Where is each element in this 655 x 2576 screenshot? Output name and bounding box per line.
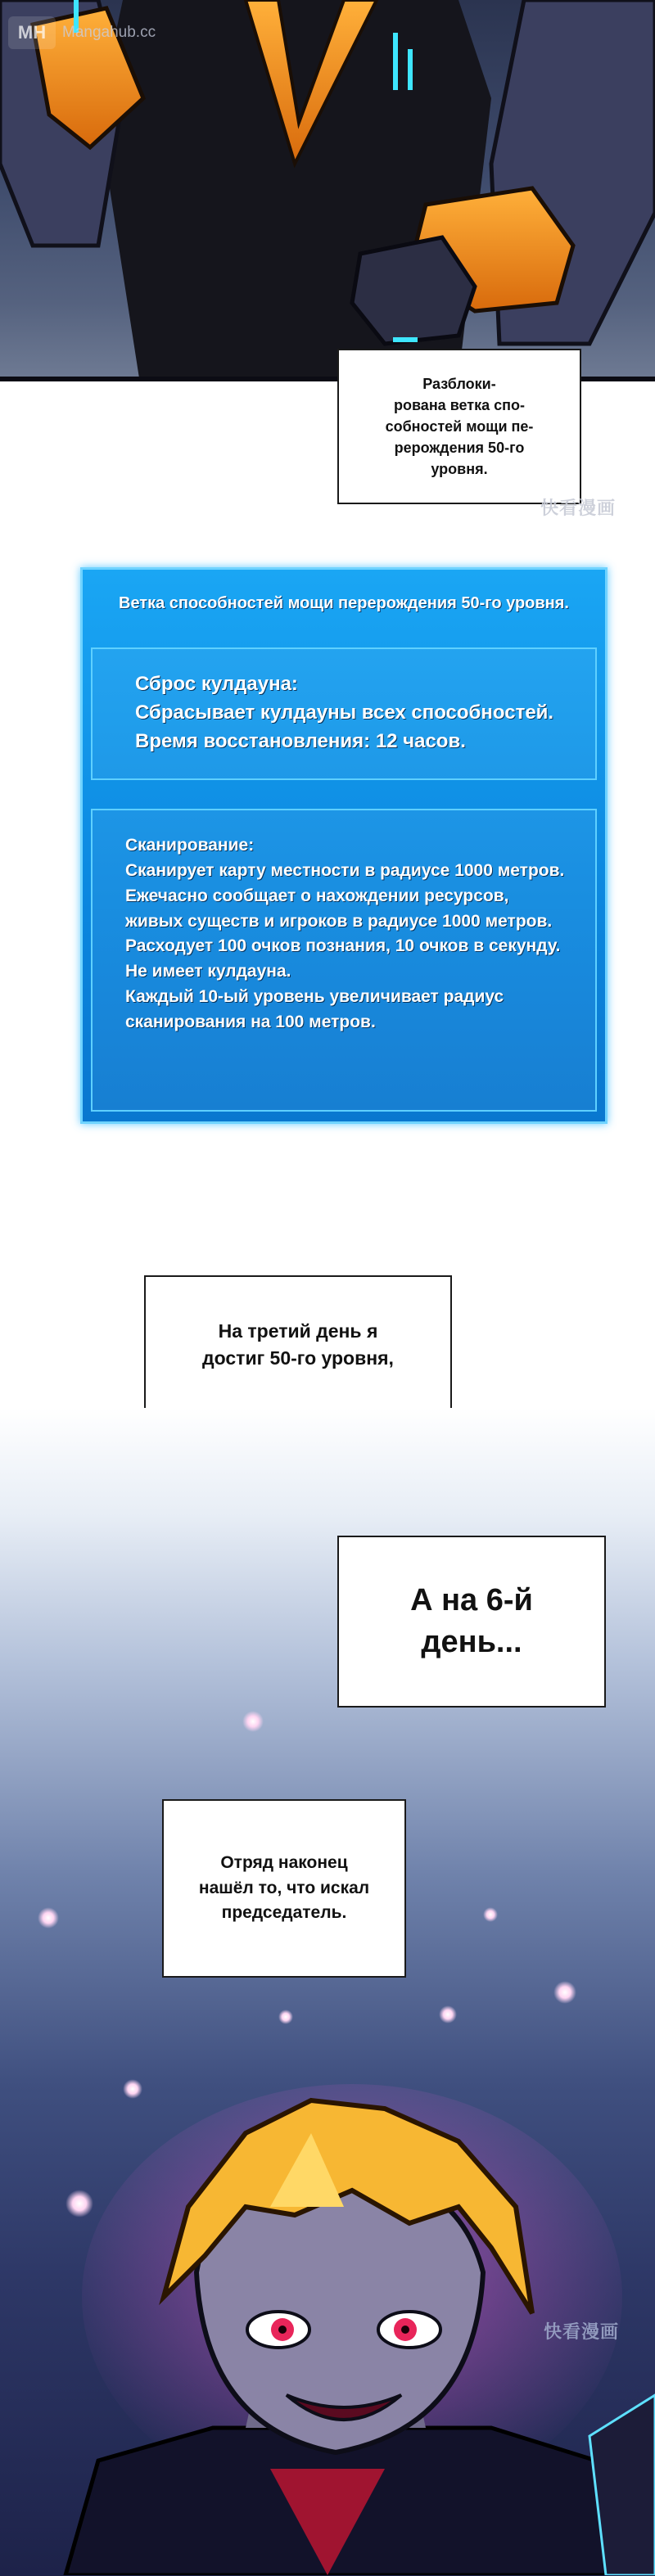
sparkle [242, 1711, 264, 1732]
caption-day-six: А на 6-й день... [337, 1536, 606, 1708]
system-window-title: Ветка способностей мощи перерождения 50-го уровня. [119, 594, 569, 612]
site-name: Mangahub.cc [62, 24, 156, 41]
sparkle [483, 1907, 498, 1922]
caption-day-three: На третий день я достиг 50-го уровня, [144, 1275, 452, 1414]
sparkle [38, 1907, 59, 1929]
publisher-watermark-lower: 快看漫画 [544, 2321, 620, 2342]
scan-line: Сканирует карту местности в радиусе 1000 метров. [125, 860, 565, 880]
scan-line: живых существ и игроков в радиусе 1000 метров. [125, 911, 553, 931]
reset-line: Сброс кулдауна: [135, 673, 298, 695]
publisher-watermark-upper: 快看漫画 [540, 498, 617, 518]
caption-squad-found: Отряд наконец нашёл то, что искал председатель. [162, 1799, 406, 1978]
sparkle [278, 2010, 293, 2024]
system-window-ability-branch [80, 567, 608, 1124]
artwork-panel-armored-figure [0, 0, 655, 378]
scan-line: Ежечасно сообщает о нахождении ресурсов, [125, 886, 509, 905]
ability-scanning [91, 809, 597, 1112]
sparkle [553, 1981, 576, 2004]
site-logo-icon: MH [8, 16, 56, 49]
reset-line: Сбрасывает кулдауны всех способностей. [135, 701, 554, 724]
sparkle [439, 2005, 457, 2023]
reset-line: Время восстановления: 12 часов. [135, 729, 466, 752]
ability-cooldown-reset [91, 647, 597, 780]
scan-line: Каждый 10-ый уровень увеличивает радиус [125, 987, 504, 1007]
caption-unlock: Разблоки- рована ветка спо- собностей мощи пе- рерождения 50-го уровня. [337, 349, 581, 504]
scan-line: Не имеет кулдауна. [125, 962, 291, 981]
scan-line: Сканирование: [125, 836, 255, 855]
site-watermark [8, 16, 254, 49]
scan-line: сканирования на 100 метров. [125, 1013, 376, 1032]
scan-line: Расходует 100 очков познания, 10 очков в секунду. [125, 936, 561, 956]
armored-figure-illustration [0, 0, 655, 378]
